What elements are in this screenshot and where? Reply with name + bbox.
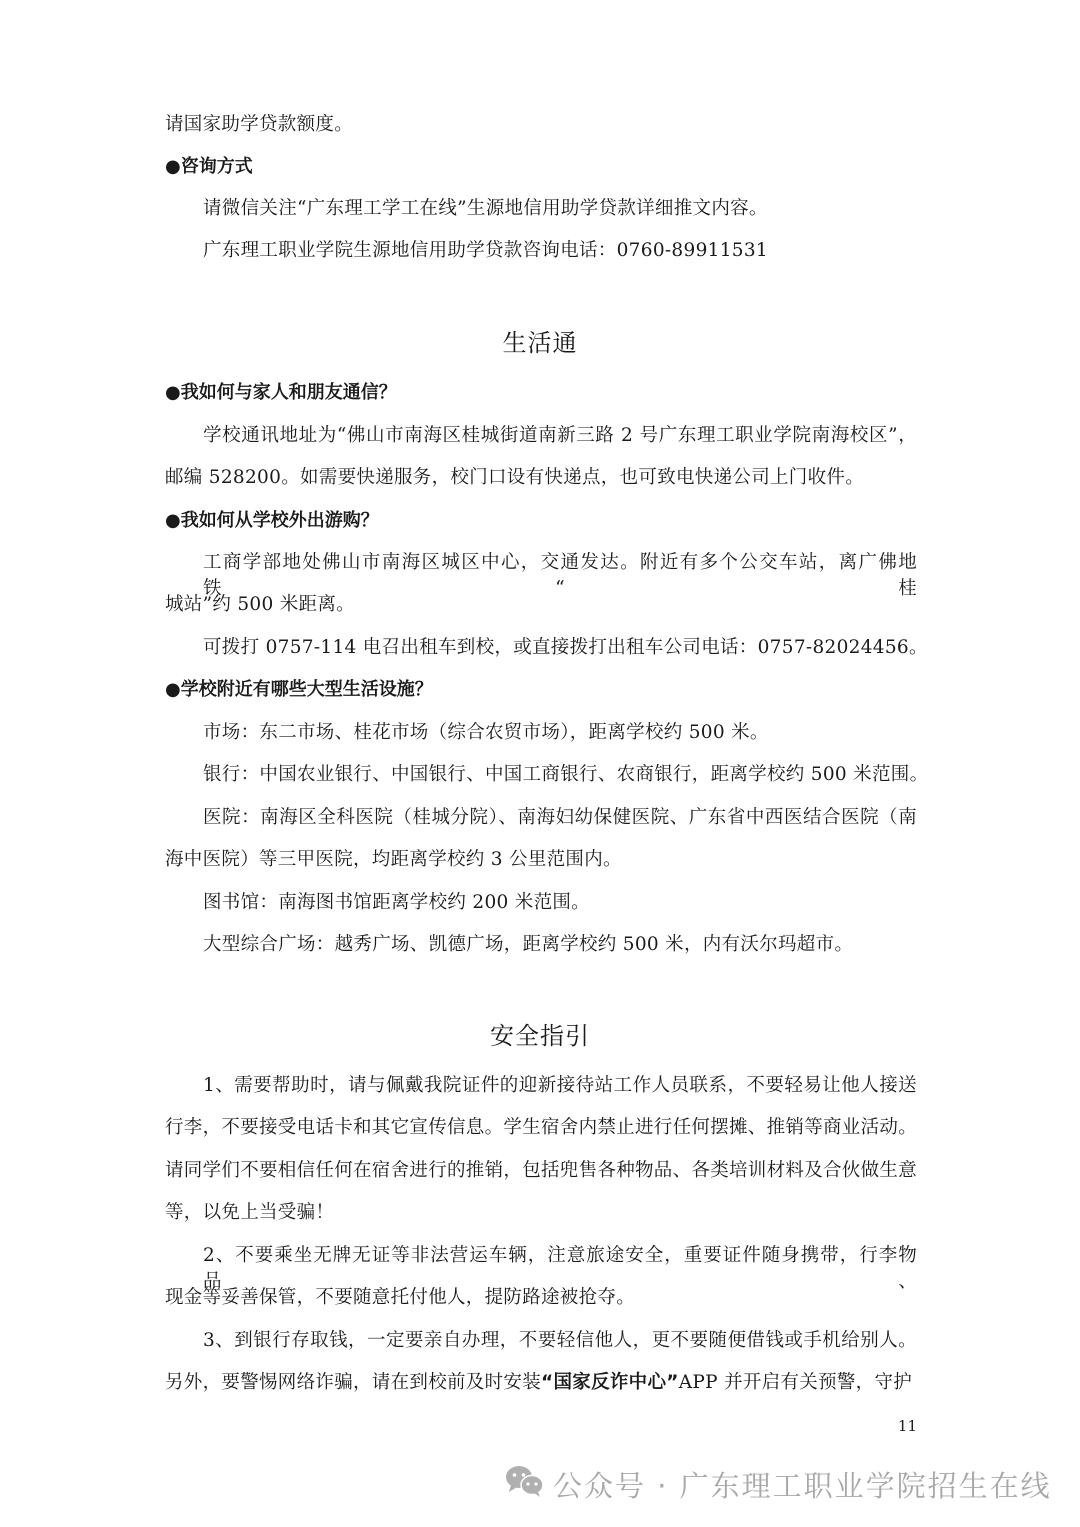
answer-line: 可拨打 0757-114 电召出租车到校，或直接拨打出租车公司电话：0757-82024456。 — [203, 637, 928, 658]
answer-line: 工商学部地处佛山市南海区城区中心，交通发达。附近有多个公交车站，离广佛地铁“桂 — [203, 552, 917, 599]
facility-market: 市场：东二市场、桂花市场（综合农贸市场），距离学校约 500 米。 — [203, 722, 769, 743]
loan-continuation-text: 请国家助学贷款额度。 — [165, 114, 354, 135]
safety-line: 等，以免上当受骗！ — [165, 1202, 335, 1223]
safety-line: 行李，不要接受电话卡和其它宣传信息。学生宿舍内禁止进行任何摆摊、推销等商业活动。 — [165, 1117, 918, 1138]
antifraud-text-after: APP 并开启有关预警，守护 — [678, 1372, 913, 1393]
consult-line-phone: 广东理工职业学院生源地信用助学贷款咨询电话：0760-89911531 — [203, 240, 768, 261]
question-heading-communication: ●我如何与家人和朋友通信？ — [165, 382, 397, 403]
answer-line: 城站”约 500 米距离。 — [165, 594, 355, 615]
safety-line: 1、需要帮助时，请与佩戴我院证件的迎新接待站工作人员联系，不要轻易让他人接送 — [203, 1075, 917, 1096]
section-title-life: 生活通 — [502, 329, 578, 357]
safety-line: 3、到银行存取钱，一定要亲自办理，不要轻信他人，更不要随便借钱或手机给别人。 — [203, 1330, 917, 1351]
facility-library: 图书馆：南海图书馆距离学校约 200 米范围。 — [203, 892, 590, 913]
safety-line: 请同学们不要相信任何在宿舍进行的推销，包括兜售各种物品、各类培训材料及合伙做生意 — [165, 1160, 918, 1181]
facility-plaza: 大型综合广场：越秀广场、凯德广场，距离学校约 500 米，内有沃尔玛超市。 — [203, 934, 854, 955]
facility-hospital-cont: 海中医院）等三甲医院，均距离学校约 3 公里范围内。 — [165, 849, 622, 870]
facility-bank: 银行：中国农业银行、中国银行、中国工商银行、农商银行，距离学校约 500 米范围。 — [203, 764, 929, 785]
section-title-safety: 安全指引 — [490, 1022, 590, 1050]
consult-heading: ●咨询方式 — [165, 156, 253, 177]
antifraud-text-before: 另外，要警惕网络诈骗，请在到校前及时安装 — [165, 1372, 542, 1393]
answer-line: 邮编 528200。如需要快递服务，校门口设有快递点，也可致电快递公司上门收件。 — [165, 467, 865, 488]
antifraud-app-name: “国家反诈中心” — [541, 1372, 679, 1393]
wechat-icon — [505, 1464, 553, 1505]
safety-line: 现金等妥善保管，不要随意托付他人，提防路途被抢夺。 — [165, 1287, 636, 1308]
question-heading-facilities: ●学校附近有哪些大型生活设施？ — [165, 679, 433, 700]
watermark-text: 公众号 · 广东理工职业学院招生在线 — [553, 1468, 1052, 1503]
page-number: 11 — [897, 1417, 917, 1435]
wechat-watermark — [505, 1462, 1052, 1506]
consult-line-wechat: 请微信关注“广东理工学工在线”生源地信用助学贷款详细推文内容。 — [203, 198, 768, 219]
safety-line: 2、不要乘坐无牌无证等非法营运车辆，注意旅途安全，重要证件随身携带，行李物品、 — [203, 1245, 917, 1292]
facility-hospital: 医院：南海区全科医院（桂城分院）、南海妇幼保健医院、广东省中西医结合医院（南 — [203, 807, 917, 828]
safety-line-antifraud — [165, 1370, 917, 1396]
answer-line: 学校通讯地址为“佛山市南海区桂城街道南新三路 2 号广东理工职业学院南海校区”， — [203, 425, 917, 446]
question-heading-travel: ●我如何从学校外出游购？ — [165, 510, 379, 531]
